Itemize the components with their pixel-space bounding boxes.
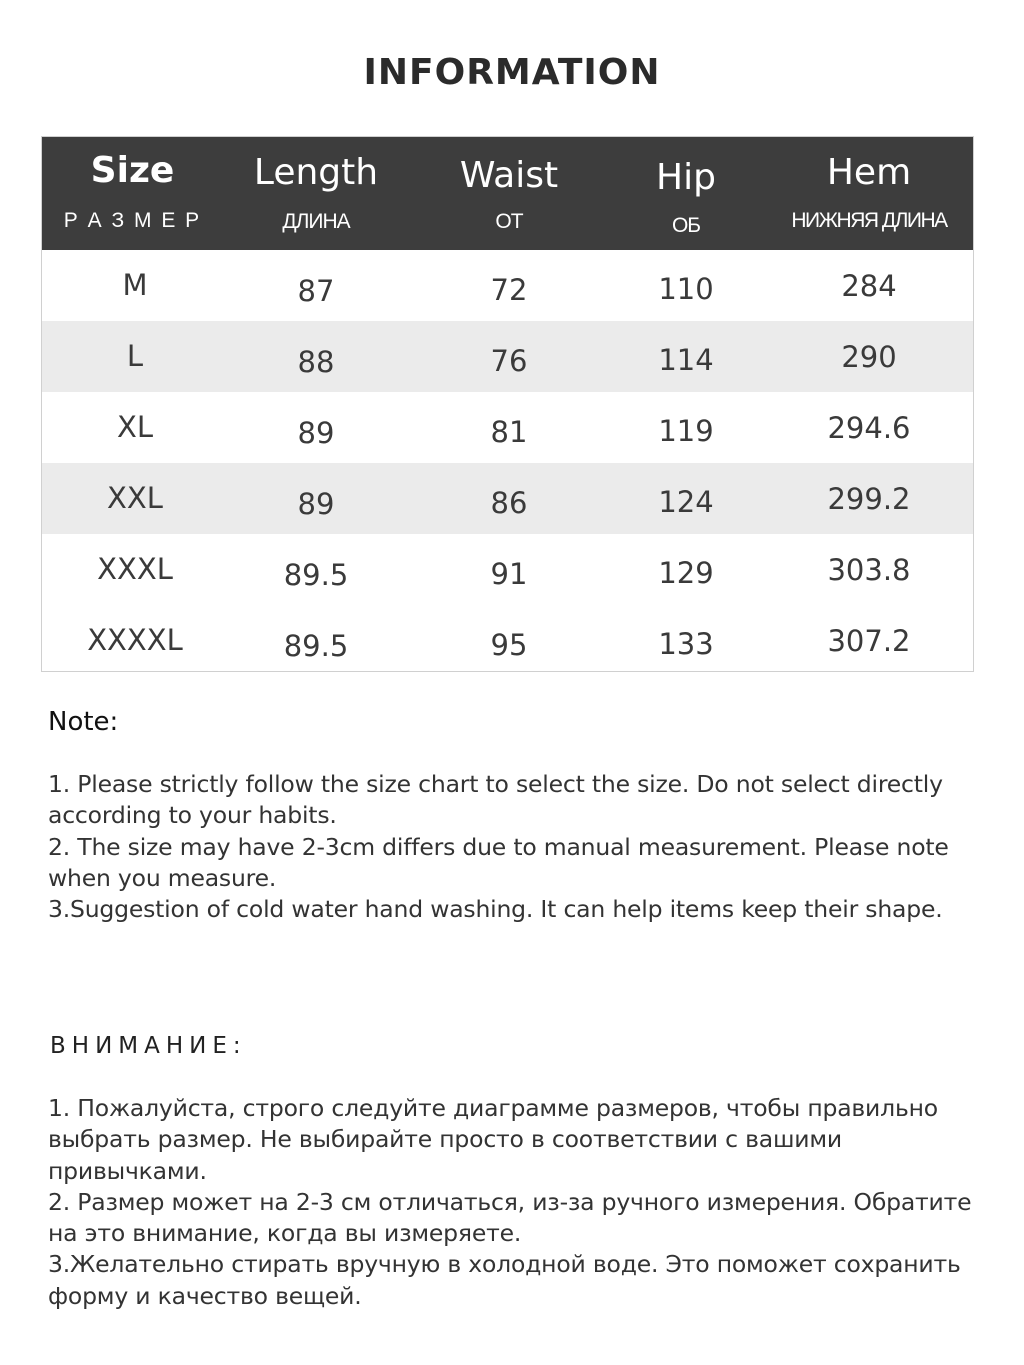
cell-hip: 110 [658,272,714,306]
table-row [42,392,973,463]
table-row [42,463,973,534]
header-hip-label: Hip [656,157,716,198]
note-heading: Note: [48,707,119,737]
cell-waist: 81 [490,415,528,449]
cell-hem: 284 [841,269,897,303]
header-size-label-ru: Р А З М Е Р [63,209,202,232]
attention-item: 2. Размер может на 2-3 см отличаться, из-за ручного измерения. Обратите на это внимание, когда вы измеряете. [48,1187,972,1248]
page-title: INFORMATION [363,52,661,93]
cell-hem: 294.6 [827,411,911,445]
header-size-label: Size [90,150,175,191]
cell-hip: 119 [658,414,714,448]
header-waist-label: Waist [459,155,559,196]
header-length [223,137,409,250]
attention-item: 3.Желательно стирать вручную в холодной воде. Это поможет сохранить форму и качество вещей. [48,1250,961,1310]
header-hem-label-ru: НИЖНЯЯ ДЛИНА [791,209,947,232]
cell-waist: 91 [490,557,528,591]
header-size [42,137,223,250]
note-item: 1. Please strictly follow the size chart to select the size. Do not select directly according to your habits. [48,770,943,830]
header-waist [409,137,609,250]
header-length-label: Length [253,152,379,193]
cell-hip: 133 [658,627,714,661]
cell-size: XXXL [97,552,173,586]
table-header [42,137,973,250]
cell-size: XXL [107,481,163,515]
cell-hip: 114 [658,343,714,377]
cell-size: M [122,268,148,302]
table-row [42,321,973,392]
cell-waist: 95 [490,628,528,662]
attention-list [48,1093,978,1312]
table-row [42,250,973,321]
table-row [42,605,973,676]
cell-waist: 76 [490,344,528,378]
cell-length: 88 [297,345,335,379]
cell-length: 87 [297,274,335,308]
header-waist-label-ru: ОТ [495,210,523,233]
header-hem-label: Hem [826,152,912,193]
cell-size: L [126,339,144,373]
cell-length: 89.5 [283,558,349,592]
cell-size: XXXXL [87,623,183,657]
attention-item: 1. Пожалуйста, строго следуйте диаграмме размеров, чтобы правильно выбрать размер. Не выбирайте просто в соответствии с вашими привычками. [48,1094,938,1185]
header-hem [763,137,975,250]
table-row [42,534,973,605]
note-item: 3.Suggestion of cold water hand washing. It can help items keep their shape. [48,895,943,924]
cell-hem: 299.2 [827,482,911,516]
attention-heading: ВНИМАНИЕ: [50,1033,247,1059]
cell-hem: 307.2 [827,624,911,658]
cell-hip: 124 [658,485,714,519]
cell-length: 89 [297,487,335,521]
header-length-label-ru: ДЛИНА [282,210,350,233]
header-hip [609,137,763,250]
note-list [48,769,978,925]
cell-length: 89.5 [283,629,349,663]
note-item: 2. The size may have 2-3cm differs due to manual measurement. Please note when you measure. [48,832,949,892]
cell-length: 89 [297,416,335,450]
cell-hip: 129 [658,556,714,590]
header-hip-label-ru: ОБ [671,214,701,237]
cell-hem: 290 [841,340,897,374]
cell-size: XL [116,410,154,444]
cell-waist: 72 [490,273,528,307]
cell-hem: 303.8 [827,553,911,587]
cell-waist: 86 [490,486,528,520]
size-chart-table [41,136,974,672]
